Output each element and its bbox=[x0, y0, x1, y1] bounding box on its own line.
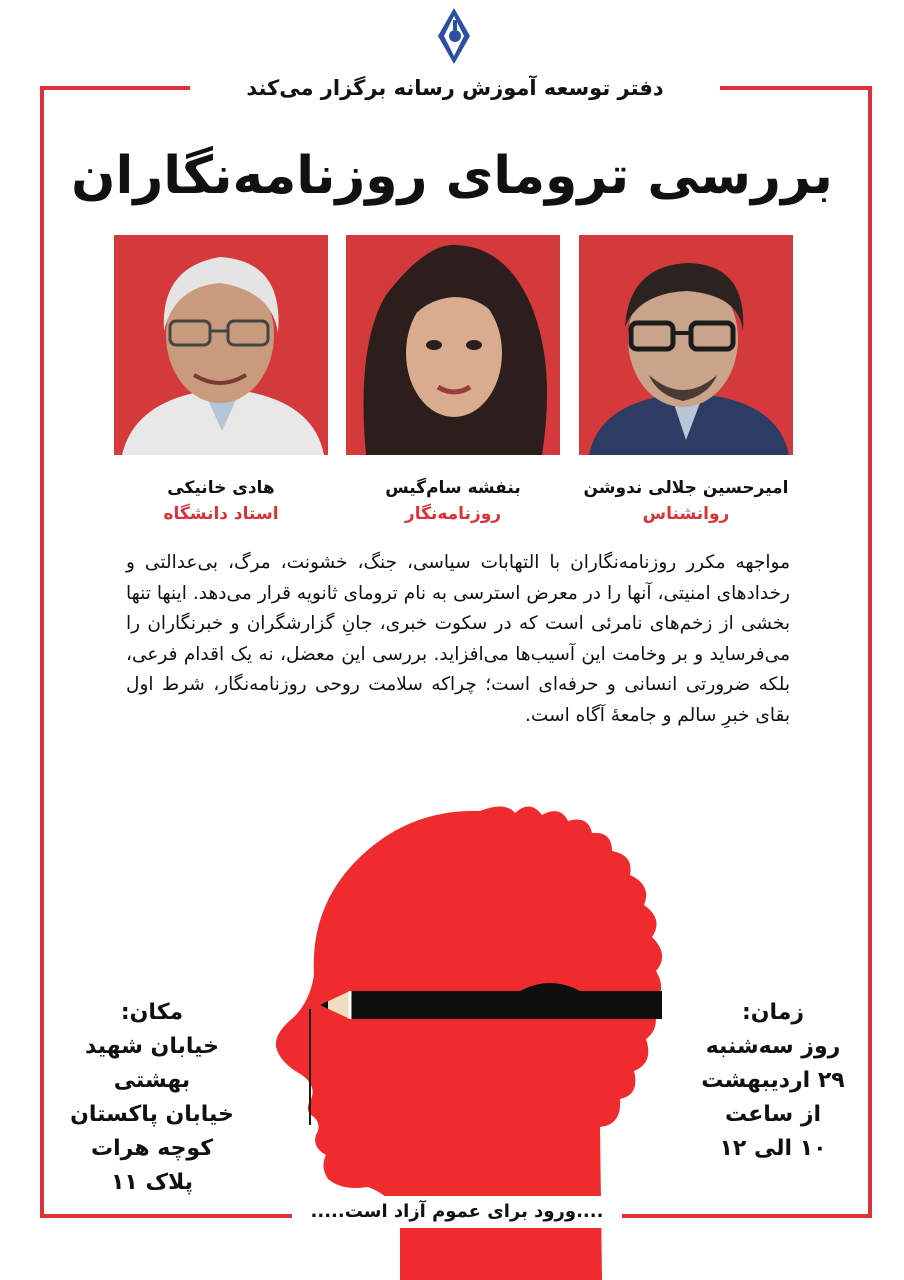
time-from: از ساعت bbox=[724, 1102, 822, 1127]
frame-top-right bbox=[712, 86, 872, 90]
location-line: پلاک ۱۱ bbox=[110, 1170, 193, 1195]
event-description: مواجهه مکرر روزنامه‌نگاران با التهابات سیاسی، جنگ، خشونت، مرگ، بی‌عدالتی و رخدادهای امنیتی، آنها را در معرض استرسی به نام ترومای ثانویه قرار می‌دهد. اینها تنها بخشی از زخم‌های نامرئی است که در سکوت خبری، جانِ گزارشگران و خبرنگاران را می‌فرساید و بر وخامت این آسیب‌ها می‌افزاید. بررسی این معضل، نه یک اقدام فرعی، بلکه ضرورتی انسانی و حرفه‌ای است؛ چراکه سلامت روحی روزنامه‌نگار، شرط اول بقای خبرِ سالم و جامعهٔ آگاه است. bbox=[126, 552, 790, 726]
time-hours: ۱۰ الی ۱۲ bbox=[719, 1136, 827, 1161]
speaker-photo-jalali bbox=[579, 235, 793, 455]
speaker-name: هادی خانیکی bbox=[167, 478, 275, 498]
location-label: مکان: bbox=[120, 1000, 184, 1025]
location-line: کوچه هرات bbox=[90, 1136, 214, 1161]
frame-left bbox=[40, 86, 44, 1218]
frame-top-left bbox=[40, 86, 200, 90]
time-day: روز سه‌شنبه bbox=[705, 1034, 841, 1059]
location-block bbox=[52, 996, 252, 1200]
speaker-photo-samgis bbox=[346, 235, 560, 455]
page-title: بررسی ترومای روزنامه‌نگاران bbox=[71, 146, 833, 206]
time-date: ۲۹ اردیبهشت bbox=[701, 1068, 845, 1093]
portrait-elderly-man-icon bbox=[114, 235, 328, 455]
portrait-woman-hijab-icon bbox=[346, 235, 560, 455]
speaker-name: امیرحسین جلالی ندوشن bbox=[583, 478, 789, 498]
location-line: خیابان پاکستان bbox=[70, 1102, 234, 1127]
time-label: زمان: bbox=[741, 1000, 805, 1025]
logo-icon bbox=[436, 6, 472, 66]
speaker-photo-khaniki bbox=[114, 235, 328, 455]
portrait-man-glasses-icon bbox=[579, 235, 793, 455]
speaker-name: بنفشه سام‌گیس bbox=[385, 478, 521, 498]
time-block bbox=[698, 996, 848, 1166]
organizer-line: دفتر توسعه آموزش رسانه برگزار می‌کند bbox=[190, 70, 720, 106]
footer-note: ....ورود برای عموم آزاد است..... bbox=[292, 1196, 622, 1228]
frame-right bbox=[868, 86, 872, 1218]
speaker-role: روانشناس bbox=[642, 504, 730, 524]
location-line: خیابان شهید بهشتی bbox=[85, 1034, 219, 1093]
speaker-role: روزنامه‌نگار bbox=[404, 504, 502, 524]
speaker-role: استاد دانشگاه bbox=[163, 504, 279, 524]
